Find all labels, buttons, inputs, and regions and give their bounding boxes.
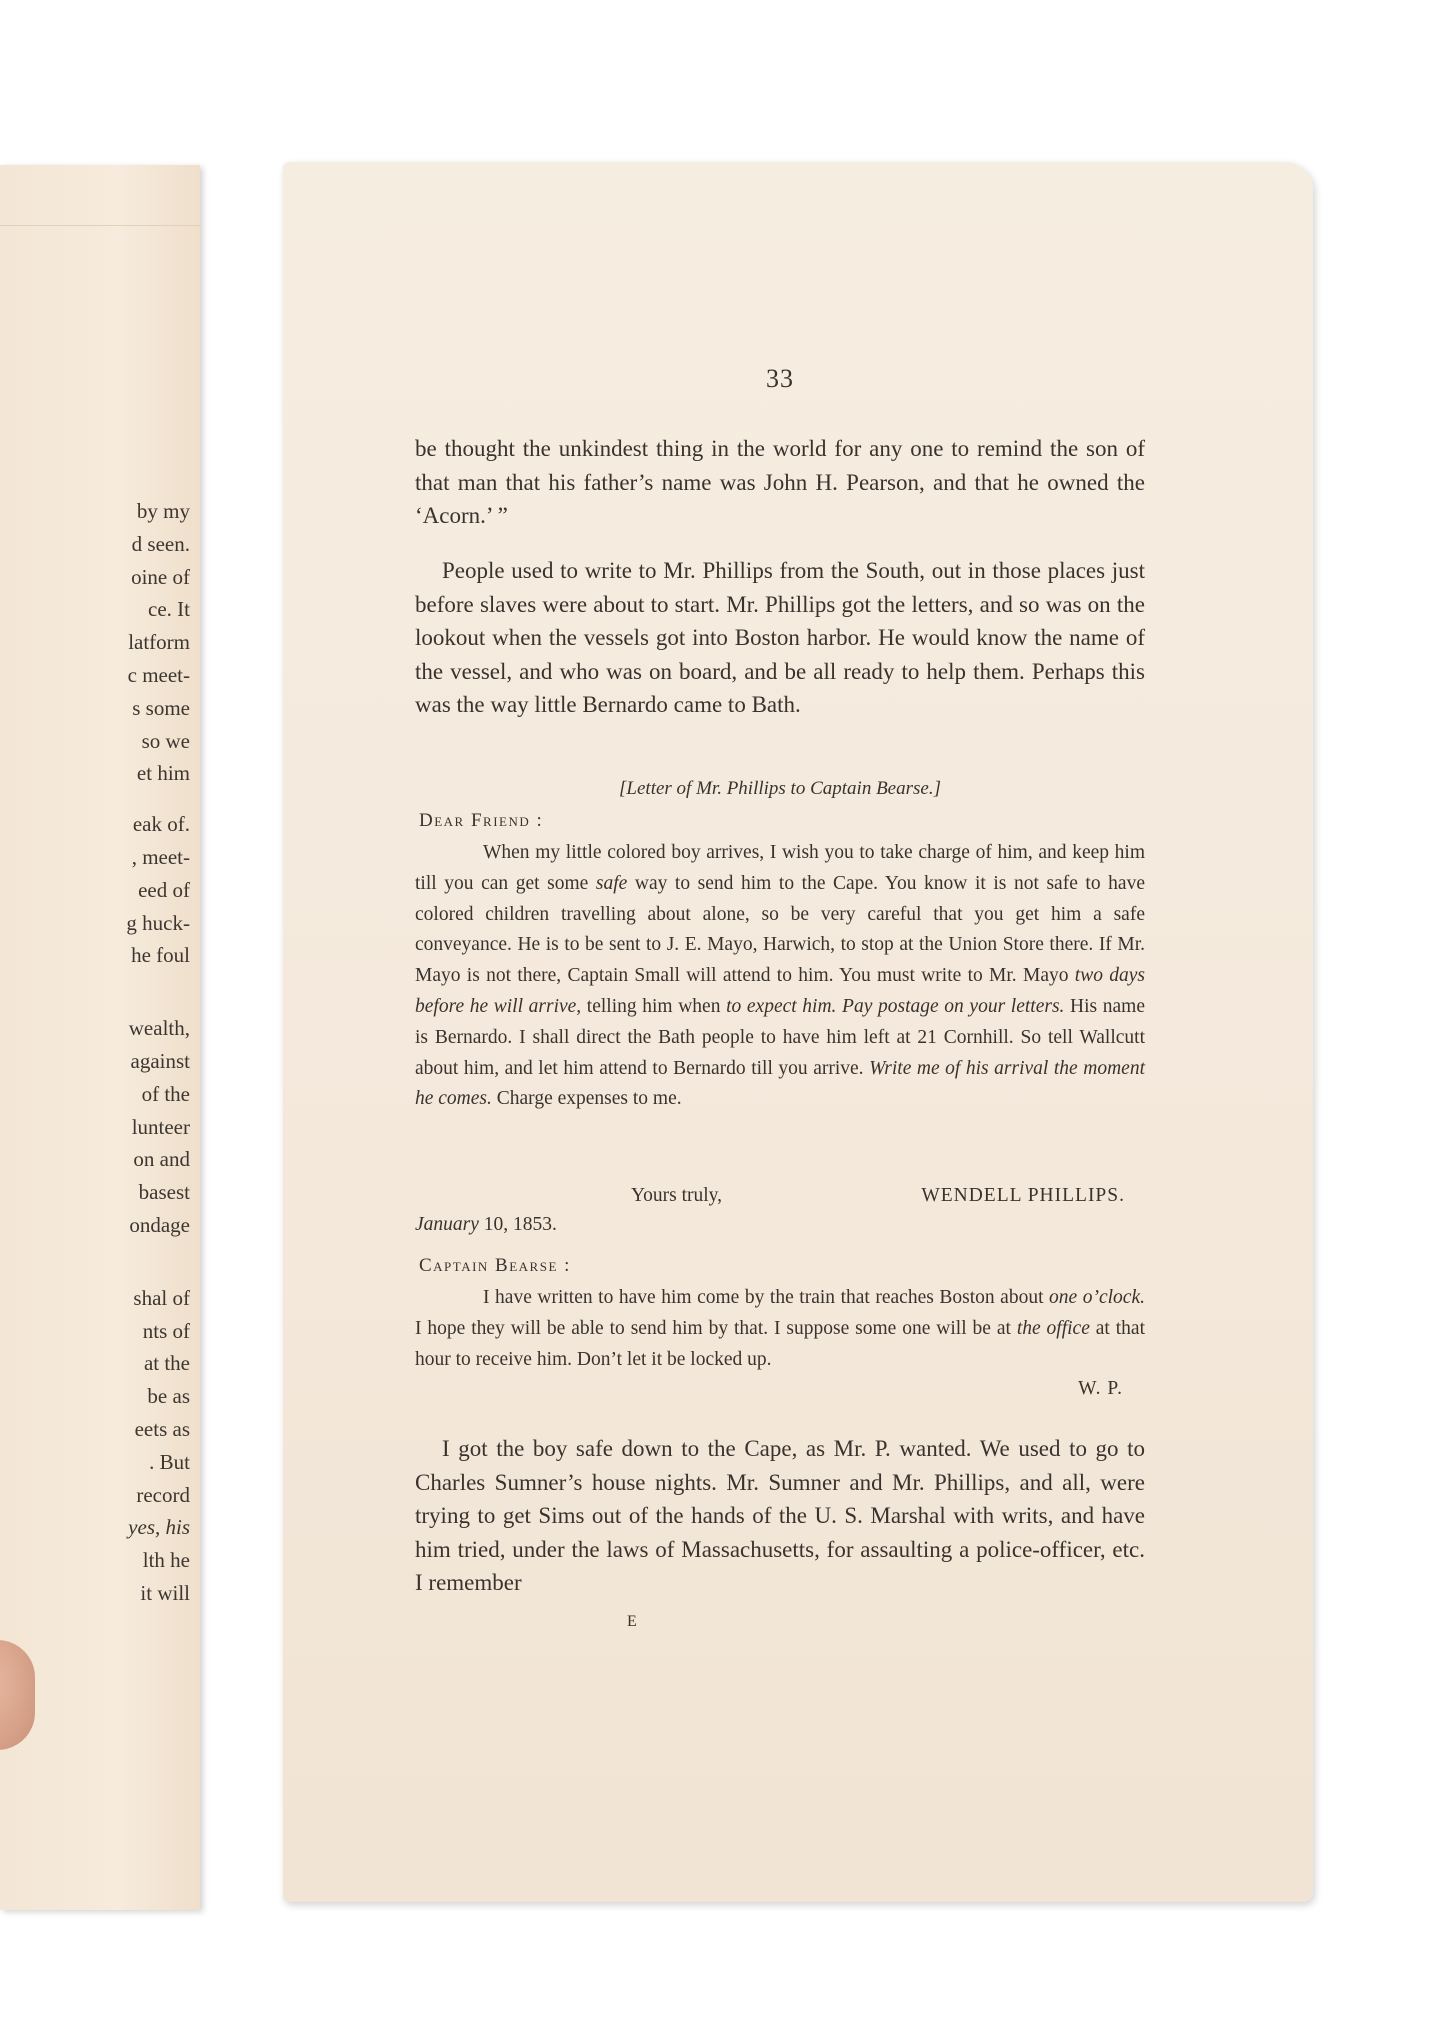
emphasis: one o’clock. xyxy=(1049,1287,1145,1308)
letter-text: at that hour to receive him. Don’t let it be locked up. xyxy=(415,1317,1145,1370)
paragraph xyxy=(415,432,1145,533)
left-line: ce. It xyxy=(148,597,190,622)
letter-text: telling him when xyxy=(581,995,727,1017)
left-line: against xyxy=(130,1048,190,1073)
page-edge xyxy=(0,165,200,226)
left-line: so we xyxy=(141,728,190,753)
emphasis: Write me of his arrival the moment he comes. xyxy=(415,1057,1145,1110)
printer-signature-mark: E xyxy=(627,1613,637,1630)
left-line: basest xyxy=(138,1180,190,1205)
left-line: c meet- xyxy=(127,662,190,687)
left-line: lth he xyxy=(142,1548,190,1573)
left-line: oine of xyxy=(131,564,190,589)
letter-heading: [Letter of Mr. Phillips to Captain Bearse.] xyxy=(619,778,941,799)
date-rest: 10, 1853. xyxy=(478,1214,557,1235)
paragraph-text: be thought the unkindest thing in the world for any one to remind the son of that man that his father’s name was John H. Pearson, and that he owned the ‘Acorn.’ ” xyxy=(415,436,1145,529)
left-line: eak of. xyxy=(132,812,190,837)
left-line: record xyxy=(136,1482,190,1507)
page-number: 33 xyxy=(766,364,794,393)
paragraph xyxy=(415,554,1145,722)
letter-text: His name is Bernardo. I shall direct the Bath people to have him left at 21 Cornhill. So tell Wallcutt about him, and let him attend to Bernardo till you arrive. xyxy=(415,995,1145,1079)
letter-paragraph xyxy=(415,838,1145,1115)
left-page-sheet xyxy=(0,165,200,1910)
letter-salutation: Dear Friend : xyxy=(419,810,544,831)
left-line: eed of xyxy=(138,877,190,902)
letter-salutation: Captain Bearse : xyxy=(419,1255,571,1276)
left-line: of the xyxy=(141,1081,190,1106)
left-page-text xyxy=(0,495,190,1610)
left-line: shal of xyxy=(133,1285,190,1310)
left-line: s some xyxy=(132,695,190,720)
letter-text: way to send him to the Cape. You know it is not safe to have colored children travelling about alone, so be very careful that you get him a safe conveyance. He is to be sent to J. E. Mayo, Harwich, to stop at the Union Store there. If Mr. Mayo is not there, Captain Small will attend to him. You must write to Mr. Mayo xyxy=(415,872,1145,987)
letter-paragraph xyxy=(415,1283,1145,1375)
letter-initials: W. P. xyxy=(1078,1378,1123,1399)
letter-body xyxy=(415,838,1145,1115)
left-line: on and xyxy=(133,1147,190,1172)
left-line: be as xyxy=(147,1384,190,1409)
date-month: January xyxy=(415,1214,479,1235)
left-line: latform xyxy=(128,630,190,655)
left-line: he foul xyxy=(131,943,190,968)
letter-closing: Yours truly, xyxy=(631,1185,723,1206)
letter-text: When my little colored boy arrives, I wish you to take charge of him, and keep him till you can get some xyxy=(415,842,1145,894)
left-line: et him xyxy=(136,761,190,786)
left-line: . But xyxy=(149,1449,190,1474)
emphasis: two days before he will arrive, xyxy=(415,965,1145,1017)
left-line: g huck- xyxy=(126,910,190,935)
paragraph-text: I got the boy safe down to the Cape, as Mr. P. wanted. We used to go to Charles Sumner’s house nights. Mr. Sumner and Mr. Phillips, and all, were trying to get Sims out of the hands of the U. S. Marshal with writs, and have him tried, under the laws of Massachusetts, for assaulting a police-officer, etc. I remember xyxy=(415,1436,1145,1596)
letter-text: I hope they will be able to send him by that. I suppose some one will be at xyxy=(415,1317,1017,1339)
emphasis: to expect him. Pay postage on your letters. xyxy=(726,995,1065,1017)
left-line: , meet- xyxy=(131,844,190,869)
left-line: by my xyxy=(136,499,190,523)
letter-date xyxy=(415,1214,557,1236)
letter-body xyxy=(415,1283,1145,1375)
letter-text: Charge expenses to me. xyxy=(491,1088,682,1110)
left-line: d seen. xyxy=(131,531,190,556)
emphasis: safe xyxy=(595,872,628,894)
letter-signature: WENDELL PHILLIPS. xyxy=(921,1185,1125,1206)
left-line: lunteer xyxy=(131,1114,190,1139)
left-line: at the xyxy=(143,1351,190,1376)
emphasis: the office xyxy=(1016,1317,1090,1339)
book-page xyxy=(283,162,1313,1902)
paragraph-text: People used to write to Mr. Phillips from the South, out in those places just before slaves were about to start. Mr. Phillips got the letters, and so was on the lookout when the vessels got into Boston harbor. He would know the name of the vessel, and who was on board, and be all ready to help them. Perhaps this was the way little Bernardo came to Bath. xyxy=(415,558,1145,718)
left-line: nts of xyxy=(142,1318,190,1343)
left-line: eets as xyxy=(134,1416,190,1441)
paragraph xyxy=(415,1432,1145,1600)
letter-text: I have written to have him come by the train that reaches Boston about xyxy=(483,1287,1050,1308)
left-line: it will xyxy=(140,1580,190,1605)
left-line: wealth, xyxy=(128,1016,190,1041)
left-line: yes, his xyxy=(128,1515,190,1540)
left-line: ondage xyxy=(129,1212,190,1237)
